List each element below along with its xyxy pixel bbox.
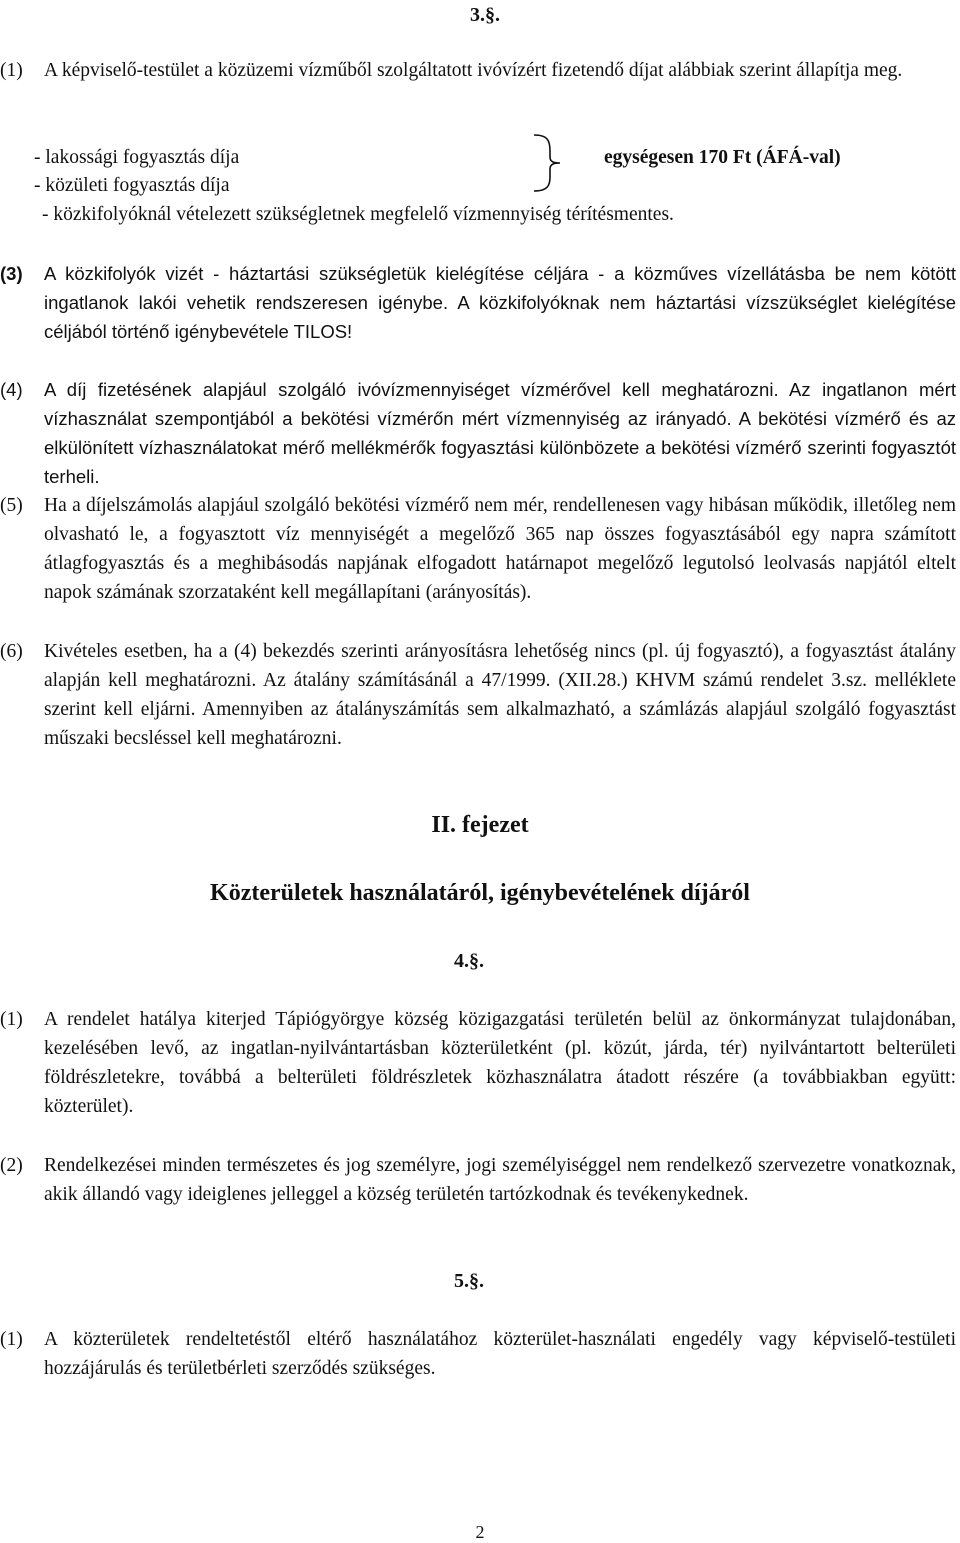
paragraph-number: (2) xyxy=(0,1155,23,1176)
fee-line-residential: - lakossági fogyasztás díja xyxy=(34,147,240,168)
paragraph-text: A díj fizetésének alapjául szolgáló ivóvízmennyiséget vízmérővel kell meghatározni. Az ingatlanon mért vízhasználat szempontjából a bekötési vízmérőn mért vízmennyiség az irányadó. A bekötési vízmérő és az elkülönített vízhasználatokat mérő mellékmérők fogyasztási különbözete a bekötési vízmérő szerinti fogyasztót terheli. xyxy=(44,379,956,487)
chapter-label: II. fejezet xyxy=(431,812,529,838)
section-5-number: 5.§. xyxy=(454,1270,484,1292)
section-3-number: 3.§. xyxy=(470,4,500,26)
paragraph-text: Kivételes esetben, ha a (4) bekezdés szerinti arányosításra lehetőség nincs (pl. új fogyasztó), a fogyasztást átalány alapján kell meghatározni. Az átalány számításánál a 47/1999. (XII.28.) KHVM számú rendelet 3.sz. melléklete szerint kell eljárni. Amennyiben az átalányszámítás sem alkalmazható, a számlázás alapjául szolgáló fogyasztást műszaki becsléssel kell meghatározni. xyxy=(44,641,956,749)
paragraph-number: (5) xyxy=(0,495,23,516)
section-4-number: 4.§. xyxy=(454,950,484,972)
paragraph-text: Rendelkezései minden természetes és jog személyre, jogi személyiséggel nem rendelkező szervezetre vonatkoznak, akik állandó vagy ideiglenes jelleggel a község területén tartózkodnak és tevékenykednek. xyxy=(44,1155,956,1205)
fee-uniform-price: egységesen 170 Ft (ÁFÁ-val) xyxy=(604,147,841,168)
section-4-paragraph-2 xyxy=(0,1151,956,1209)
section-3-paragraph-4 xyxy=(0,375,956,491)
section-3-paragraph-1 xyxy=(0,56,956,85)
section-4-paragraph-1 xyxy=(0,1005,956,1121)
brace-icon xyxy=(532,133,572,193)
section-5-paragraph-1 xyxy=(0,1325,956,1383)
paragraph-number: (3) xyxy=(0,263,23,284)
paragraph-number: (1) xyxy=(0,1009,23,1030)
paragraph-text: A képviselő-testület a közüzemi vízműből szolgáltatott ivóvízért fizetendő díjat alábbiak szerint állapítja meg. xyxy=(44,60,903,81)
paragraph-text: A közterületek rendeltetéstől eltérő használatához közterület-használati engedély vagy képviselő-testületi hozzájárulás és területbérleti szerződés szükséges. xyxy=(44,1329,956,1379)
paragraph-number: (1) xyxy=(0,60,23,81)
fee-line-public: - közületi fogyasztás díja xyxy=(34,175,230,196)
section-3-paragraph-3 xyxy=(0,259,956,346)
paragraph-text: A közkifolyók vizét - háztartási szükségletük kielégítése céljára - a közműves vízellátásba be nem kötött ingatlanok lakói vehetik rendszeresen igénybe. A közkifolyóknak nem háztartási vízszükséglet kielégítése céljából történő igénybevétele TILOS! xyxy=(44,263,956,342)
page-number: 2 xyxy=(475,1522,485,1542)
section-3-paragraph-5 xyxy=(0,491,956,607)
fee-line-public-tap: - közkifolyóknál vételezett szükségletnek megfelelő vízmennyiség térítésmentes. xyxy=(42,204,674,225)
paragraph-number: (1) xyxy=(0,1329,23,1350)
chapter-title: Közterületek használatáról, igénybevételének díjáról xyxy=(210,880,750,906)
paragraph-text: Ha a díjelszámolás alapjául szolgáló bekötési vízmérő nem mér, rendellenesen vagy hibásan működik, illetőleg nem olvasható le, a fogyasztott víz mennyiségét a megelőző 365 nap összes fogyasztásából egy napra számított átlagfogyasztás és a meghibásodás napjának elfogadott határnapot megelőző legutolsó leolvasás napjától eltelt napok számának szorzataként kell megállapítani (arányosítás). xyxy=(44,495,956,603)
paragraph-number: (4) xyxy=(0,379,23,400)
paragraph-text: A rendelet hatálya kiterjed Tápiógyörgye község közigazgatási területén belül az önkormányzat tulajdonában, kezelésében levő, az ingatlan-nyilvántartásban közterületként (pl. közút, járda, tér) nyilvántartott belterületi földrészletekre, továbbá a belterületi földrészletek közhasználatra átadott részére (a továbbiakban együtt: közterület). xyxy=(44,1009,956,1117)
paragraph-number: (6) xyxy=(0,641,23,662)
section-3-paragraph-6 xyxy=(0,637,956,753)
